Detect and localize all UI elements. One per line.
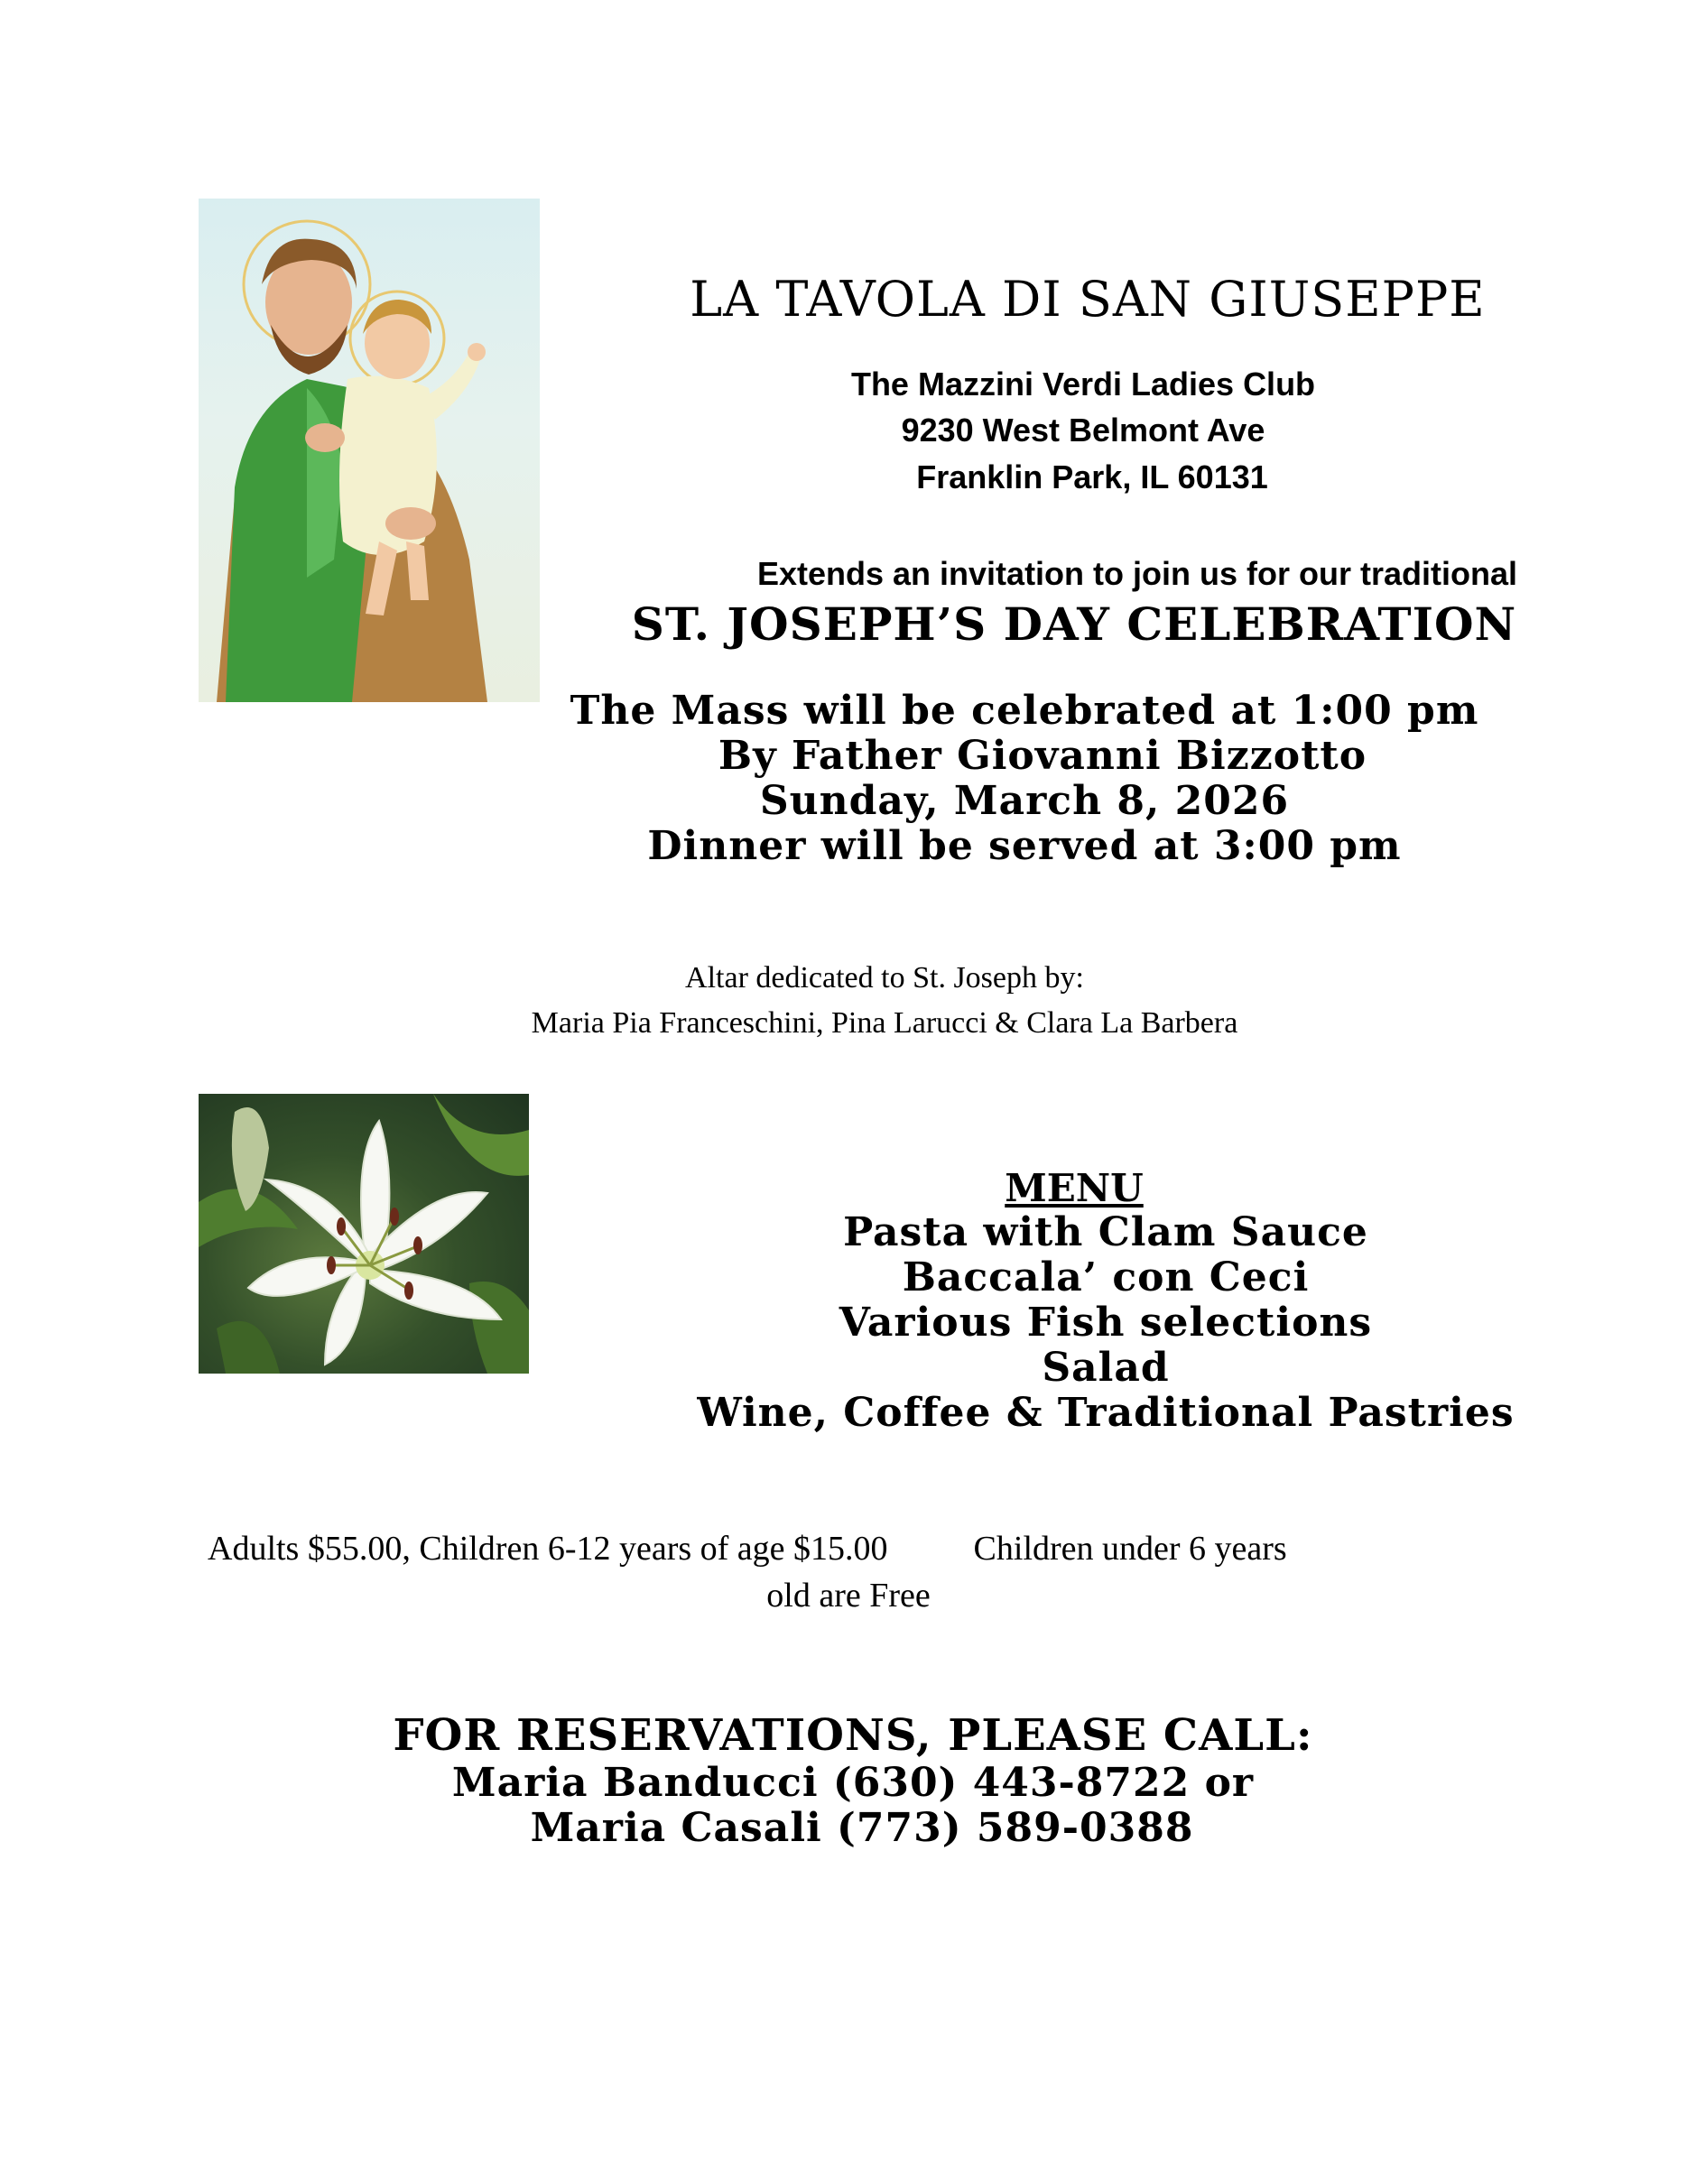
menu-item: Wine, Coffee & Traditional Pastries	[697, 1390, 1515, 1436]
pricing-line1: Adults $55.00, Children 6-12 years of age $15.00 Children under 6 years	[208, 1530, 1287, 1568]
st-joseph-image	[199, 199, 540, 702]
club-name: The Mazzini Verdi Ladies Club	[850, 366, 1316, 403]
menu-item: Pasta with Clam Sauce	[843, 1209, 1368, 1255]
club-address-line2: Franklin Park, IL 60131	[916, 458, 1268, 495]
altar-dedication-heading: Altar dedicated to St. Joseph by:	[685, 961, 1084, 995]
pricing	[199, 1525, 1516, 1619]
invitation-line: Extends an invitation to join us for our traditional	[756, 555, 1518, 592]
menu-heading: MENU	[1005, 1166, 1144, 1210]
dinner-time: Dinner will be served at 3:00 pm	[647, 823, 1402, 869]
club-address-line1: 9230 West Belmont Ave	[901, 412, 1265, 449]
reservation-contact-1: Maria Banducci (630) 443-8722 or	[451, 1760, 1255, 1806]
lily-image	[199, 1094, 529, 1374]
reservation-contact-2: Maria Casali (773) 589-0388	[530, 1805, 1194, 1851]
reservations-heading: FOR RESERVATIONS, PLEASE CALL:	[393, 1710, 1313, 1761]
pricing-line2: old are Free	[766, 1577, 931, 1615]
event-date: Sunday, March 8, 2026	[759, 778, 1290, 824]
menu-item: Salad	[1042, 1345, 1170, 1391]
mass-time: The Mass will be celebrated at 1:00 pm	[570, 688, 1479, 734]
celebrant: By Father Giovanni Bizzotto	[718, 733, 1367, 779]
event-title: ST. JOSEPH’S DAY CELEBRATION	[631, 597, 1517, 651]
lily-illustration	[199, 1094, 529, 1374]
altar-dedicators: Maria Pia Franceschini, Pina Larucci & Clara La Barbera	[531, 1006, 1238, 1040]
page-title: LA TAVOLA DI SAN GIUSEPPE	[690, 271, 1486, 328]
st-joseph-illustration	[199, 199, 540, 702]
menu-item: Various Fish selections	[839, 1300, 1373, 1346]
menu-item: Baccala’ con Ceci	[902, 1254, 1310, 1300]
